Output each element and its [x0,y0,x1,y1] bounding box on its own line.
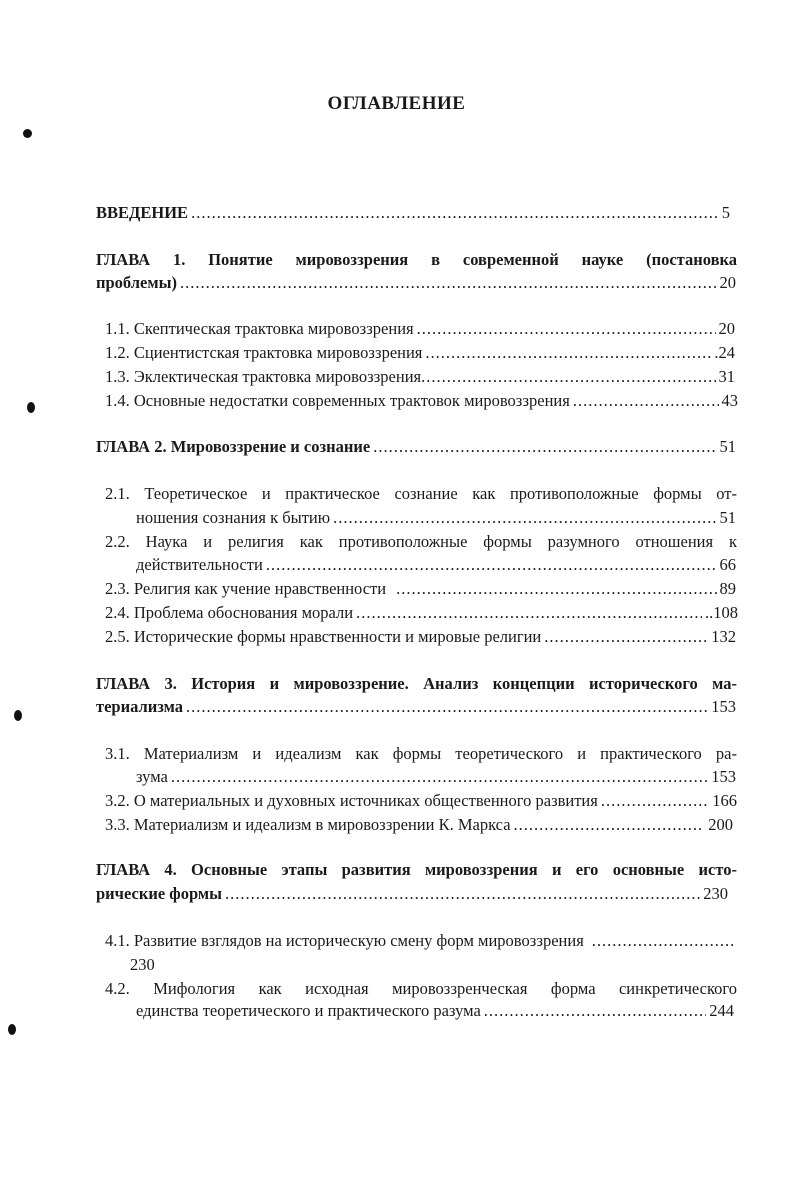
toc-chapter-heading[interactable]: ГЛАВА 1. Понятие мировоззрения в современной науке (постановка [96,250,737,269]
toc-entry-label: 1.4. Основные недостатки современных трактовок мировоззрения [105,391,570,410]
toc-entry-label[interactable]: 3.1. Материализм и идеализм как формы теоретического и практического ра- [105,744,737,763]
toc-entry-label: 2.3. Религия как учение нравственности [105,579,387,598]
toc-page-number: ..108 [705,603,738,622]
toc-entry-label[interactable]: 2.2. Наука и религия как противоположные формы разумного отношения к [105,532,737,551]
toc-entry-chapter-2[interactable] [96,436,736,458]
toc-page-number: 43 [721,391,738,410]
binding-hole-mark [14,710,22,721]
toc-entry-section-2-2[interactable] [136,554,736,576]
toc-entry-label: действительности [136,555,263,574]
toc-page-number: 31 [718,367,735,386]
dot-leader [514,814,702,836]
toc-page-number: 66 [719,555,736,574]
toc-page-number: 166 [712,791,737,810]
toc-entry-chapter-1[interactable] [96,272,736,294]
dot-leader [266,554,717,576]
toc-entry-label: 1.1. Скептическая трактовка мировоззрения [105,319,414,338]
dot-leader [225,883,700,905]
toc-entry-section-1-2[interactable] [105,342,735,364]
toc-page-number: 153 [711,767,736,786]
toc-entry-label: зума [136,767,168,786]
toc-entry-label: ГЛАВА 2. Мировоззрение и сознание [96,437,371,456]
toc-entry-section-4-1[interactable] [105,930,737,952]
toc-entry-label: 3.2. О материальных и духовных источниках общественного развития [105,791,598,810]
dot-leader [573,390,719,412]
toc-entry-section-2-1[interactable] [136,507,736,529]
toc-page-number: .24 [714,343,735,362]
toc-page-number: 5 [721,203,730,222]
binding-hole-mark [27,402,35,413]
dot-leader [417,318,716,340]
toc-entry-label: ВВЕДЕНИЕ [96,203,189,222]
dot-leader [373,436,716,458]
toc-entry-section-3-3[interactable] [105,814,733,836]
toc-entry-section-1-3[interactable] [105,366,735,388]
toc-entry-label: рические формы [96,884,223,903]
toc-page-number: 244 [709,1001,734,1020]
toc-entry-section-4-2[interactable] [136,1000,734,1022]
dot-leader [333,507,716,529]
toc-entry-label: ношения сознания к бытию [136,508,331,527]
toc-page-number: 51 [719,437,736,456]
binding-hole-mark [23,129,32,138]
dot-leader [171,766,708,788]
toc-entry-section-2-3[interactable] [105,578,736,600]
toc-entry-chapter-3[interactable] [96,696,736,718]
dot-leader [601,790,709,812]
toc-entry-section-2-4[interactable] [105,602,738,624]
toc-entry-section-1-4[interactable] [105,390,738,412]
toc-entry-label: проблемы) [96,273,177,292]
toc-page-number: 51 [719,508,736,527]
toc-entry-label: 1.3. Эклектическая трактовка мировоззрения [105,367,422,386]
dot-leader [186,696,708,718]
toc-entry-label: 3.3. Материализм и идеализм в мировоззрении К. Маркса [105,815,511,834]
dot-leader [356,602,702,624]
toc-entry-label: 4.1. Развитие взглядов на историческую смену форм мировоззрения [105,931,584,950]
dot-leader [425,342,711,364]
toc-entry-section-3-2[interactable] [105,790,737,812]
dot-leader [396,578,716,600]
toc-entry-intro[interactable] [96,202,730,224]
binding-hole-mark [8,1024,16,1035]
toc-chapter-heading[interactable]: ГЛАВА 4. Основные этапы развития мировоззрения и его основные исто- [96,860,737,879]
toc-chapter-heading[interactable]: ГЛАВА 3. История и мировоззрение. Анализ концепции исторического ма- [96,674,737,693]
toc-entry-label: 1.2. Сциентистская трактовка мировоззрения [105,343,423,362]
toc-entry-chapter-4[interactable] [96,883,728,905]
toc-entry-label[interactable]: 2.1. Теоретическое и практическое сознание как противоположные формы от- [105,484,737,503]
toc-entry-section-3-1[interactable] [136,766,736,788]
toc-page-number: 89 [719,579,736,598]
toc-entry-label: териализма [96,697,184,716]
toc-entry-section-2-5[interactable] [105,626,736,648]
toc-entry-label: 2.5. Исторические формы нравственности и мировые религии [105,627,542,646]
toc-entry-label: единства теоретического и практического разума [136,1001,481,1020]
toc-entry-label[interactable]: 4.2. Мифология как исходная мировоззренческая форма синкретического [105,979,737,998]
dot-leader [592,930,734,952]
dot-leader [180,272,717,294]
toc-page-number: 200 [708,815,733,834]
toc-entry-label: 2.4. Проблема обоснования морали [105,603,354,622]
dot-leader [421,366,715,388]
toc-page-number: 230 [703,884,728,903]
toc-page-number: 20 [718,319,735,338]
toc-page-number: 153 [711,697,736,716]
toc-page-number: 132 [711,627,736,646]
dot-leader [544,626,708,648]
toc-entry-section-1-1[interactable] [105,318,735,340]
page-title: ОГЛАВЛЕНИЕ [327,93,466,114]
dot-leader [191,202,719,224]
dot-leader [484,1000,706,1022]
toc-page-number: 230 [130,955,155,974]
toc-page-number: 20 [719,273,736,292]
